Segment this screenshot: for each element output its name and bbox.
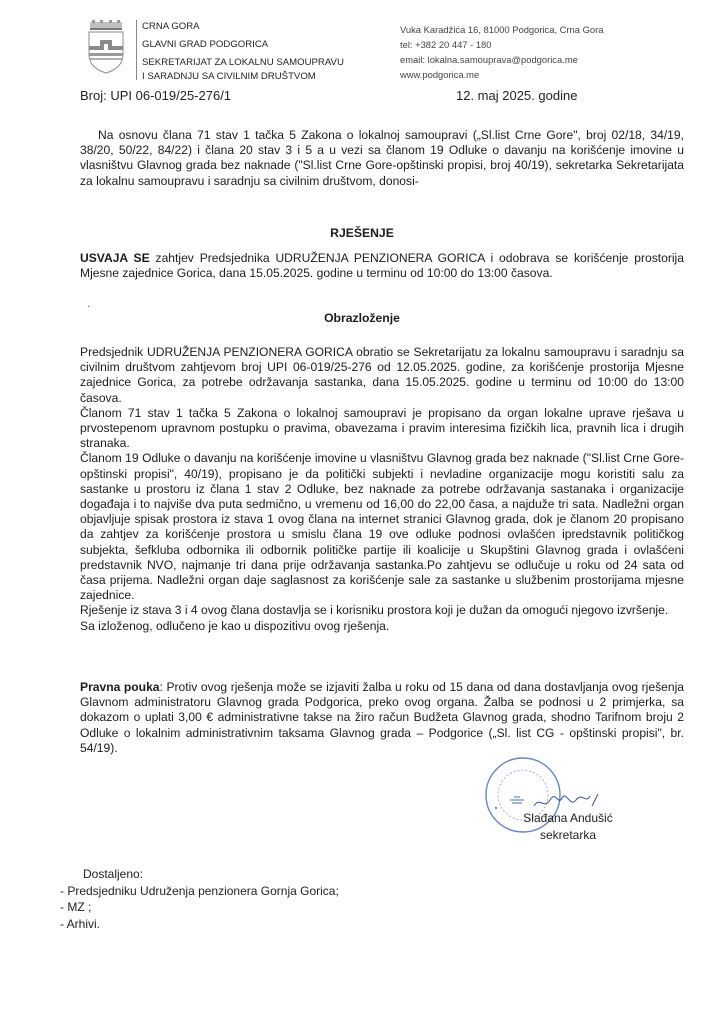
org-country: CRNA GORA bbox=[142, 21, 200, 32]
header-divider bbox=[136, 20, 137, 80]
organization-block bbox=[142, 20, 344, 83]
legal-notice-label: Pravna pouka bbox=[80, 680, 160, 694]
stray-mark: · bbox=[87, 301, 91, 312]
contact-website: www.podgorica.me bbox=[400, 69, 480, 80]
distribution-item: - MZ ; bbox=[60, 900, 92, 915]
contact-email: email: lokalna.samouprava@podgorica.me bbox=[400, 54, 578, 65]
contact-block bbox=[400, 22, 603, 82]
signature-scribble bbox=[532, 792, 604, 812]
decision-lead: USVAJA SE bbox=[80, 251, 150, 265]
distribution-item: - Arhivi. bbox=[60, 916, 101, 931]
org-department-line1: SEKRETARIJAT ZA LOKALNU SAMOUPRAVU bbox=[142, 57, 344, 69]
document-date: 12. maj 2025. godine bbox=[456, 88, 578, 103]
distribution-item: - Predsjedniku Udruženja penzionera Gornja Gorica; bbox=[60, 883, 339, 898]
reasoning-section bbox=[80, 345, 684, 634]
signer-name: Slađana Andušić bbox=[523, 811, 613, 825]
org-city: GLAVNI GRAD PODGORICA bbox=[142, 39, 269, 51]
legal-notice bbox=[80, 680, 684, 756]
reasoning-paragraph: Članom 19 Odluke o davanju na korišćenje imovine u vlasništvu Glavnog grada bez naknade ("Sl.list Crne Gore-opštinski propisi", 40/19), propisano je da politički subjekti i nevladine organizacije mogu koristiti salu za sastanke u prostoru iz člana 1 stav 2 Odluke, bez naknade za potrebe održavanja sastanaka i organizacije događaja i to najviše dva puta sedmično, u vremenu od 16,00 do 22,00 časa, a najduže tri sata. Nadležni organ objavljuje spisak prostora iz stava 1 ovog člana na internet stranici Glavnog grada, dok je članom 20 propisano da zahtjev za korišćenje prostora u smislu člana 19 ove odluke podnosi ovlašćen ipredstavnik političkog subjekta, šefkluba odbornika ili odbornik političke partije ili koalicije u Skupštini Glavnog grada i ovlašćeni predstavnik NVO, najmanje tri dana prije održavanja sastanka.Po zahtjevu se odlučuje u roku od 24 sata od časa prijema. Nadležni organ daje saglasnost za korišćenje sale za sastanke u službenim prostorijama mjesne zajednice. bbox=[80, 451, 684, 603]
contact-phone: tel: +382 20 447 - 180 bbox=[400, 39, 492, 50]
signer-block bbox=[520, 810, 616, 844]
reasoning-paragraph: Predsjednik UDRUŽENJA PENZIONERA GORICA obratio se Sekretarijatu za lokalnu samoupravu i saradnju sa civilnim društvom zahtjevom broj UPI 06-019/25-276 od 12.05.2025. godine, za korišćenje prostorija Mjesne zajednice Gorica, za potrebe održavanja sastanka, dana 15.05.2025. godine u terminu od 10:00 do 13:00 časova. bbox=[80, 345, 684, 405]
distribution-list bbox=[60, 866, 339, 932]
decision-paragraph bbox=[80, 251, 684, 281]
org-department-line2: I SARADNJU SA CIVILNIM DRUŠTVOM bbox=[142, 70, 316, 82]
reasoning-paragraph: Rješenje iz stava 3 i 4 ovog člana dostavlja se i korisniku prostora koji je dužan da omogući njegovo izvršenje. bbox=[80, 603, 669, 618]
intro-paragraph: Na osnovu člana 71 stav 1 tačka 5 Zakona o lokalnoj samoupravi („Sl.list Crne Gore", broj 02/18, 34/19, 38/20, 50/22, 84/22) i člana 20 stav 3 i 5 a u vezi sa članom 19 Odluke o davanju na korišćenje imovine u vlasništvu Glavnog grada bez naknade ("Sl.list Crne Gore-opštinski propisi, broj 40/19), sekretarka Sekretarijata za lokalnu samoupravu i saradnju sa civilnim društvom, donosi- bbox=[80, 128, 684, 188]
legal-notice-text: : Protiv ovog rješenja može se izjaviti žalba u roku od 15 dana od dana dostavljanja ovog rješenja Glavnom administratoru Glavnog grada Podgorica, preko ovog organa. Žalba se podnosi u 2 primjerka, sa dokazom o uplati 3,00 € administrativne takse na žiro račun Budžeta Glavnog grada, shodno Tarifnom broju 2 Odluke o lokalnim administrativnim taksama Glavnog grada – Podgorice („Sl. list CG - opštinski propisi", br. 54/19). bbox=[80, 680, 684, 755]
signer-title: sekretarka bbox=[539, 828, 597, 842]
distribution-heading: Dostaljeno: bbox=[83, 867, 144, 881]
reasoning-paragraph: Sa izloženog, odlučeno je kao u dispozitivu ovog rješenja. bbox=[80, 618, 390, 633]
reference-number: Broj: UPI 06-019/25-276/1 bbox=[80, 88, 232, 103]
decision-text: zahtjev Predsjednika UDRUŽENJA PENZIONERA GORICA i odobrava se korišćenje prostorija Mjesne zajednice Gorica, dana 15.05.2025. godine u terminu od 10:00 do 13:00 časova. bbox=[80, 251, 684, 281]
reasoning-paragraph: Članom 71 stav 1 tačka 5 Zakona o lokalnoj samoupravi je propisano da organ lokalne uprave rješava u prvostepenom upravnom postupku o pravima, obavezama i pravim interesima fizičkih lica, pravnih lica i drugih stranaka. bbox=[80, 405, 684, 451]
coat-of-arms-icon bbox=[86, 20, 126, 74]
contact-address: Vuka Karadžića 16, 81000 Podgorica, Crna Gora bbox=[400, 24, 604, 35]
decision-title: RJEŠENJE bbox=[330, 226, 394, 240]
reasoning-title: Obrazloženje bbox=[324, 311, 400, 325]
